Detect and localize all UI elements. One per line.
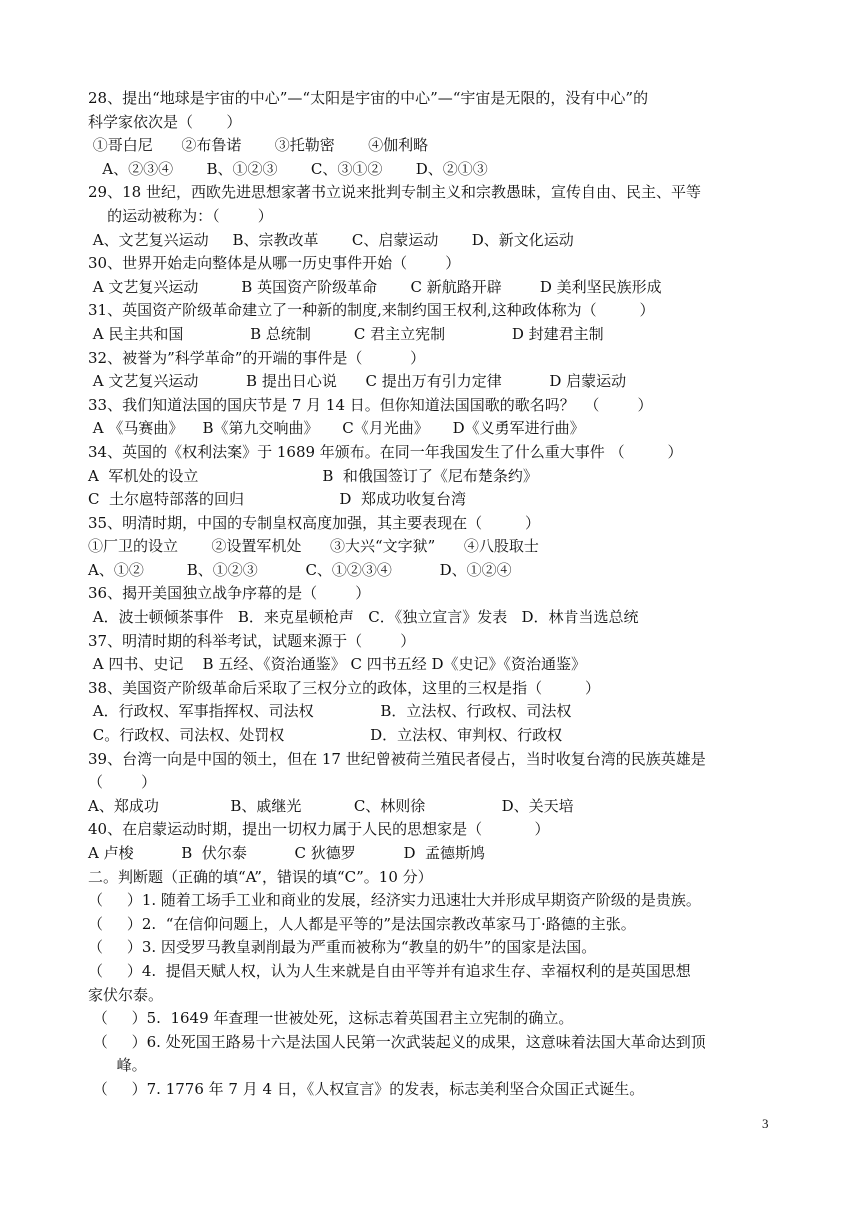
question-36-options: A．波士顿倾茶事件 B．来克星顿枪声 C．《独立宣言》发表 D．林肯当选总统	[88, 608, 639, 627]
question-29-options: A、文艺复兴运动 B、宗教改革 C、启蒙运动 D、新文化运动	[88, 230, 574, 249]
question-31: 31、英国资产阶级革命建立了一种新的制度,来制约国王权利,这种政体称为（ ）	[88, 301, 655, 320]
question-37-options: A 四书、史记 B 五经、《资治通鉴》 C 四书五经 D《史记》《资治通鉴》	[88, 655, 587, 674]
judgement-6-line-2: 峰。	[88, 1056, 147, 1075]
question-40-options: A 卢梭 B 伏尔泰 C 狄德罗 D 孟德斯鸠	[88, 844, 486, 862]
section-2-heading: 二。判断题（正确的填“A”，错误的填“C”。10 分）	[88, 867, 433, 886]
question-30-options: A 文艺复兴运动 B 英国资产阶级革命 C 新航路开辟 D 美利坚民族形成	[88, 277, 662, 296]
judgement-6-line-1: （ ）6. 处死国王路易十六是法国人民第一次武装起义的成果，这意味着法国大革命达到顶	[88, 1032, 706, 1051]
judgement-4-line-1: （ ）4. 提倡天赋人权，认为人生来就是自由平等并有追求生存、幸福权利的是英国思想	[88, 961, 691, 980]
question-35-options: A、①② B、①②③ C、①②③④ D、①②④	[88, 560, 512, 579]
question-35: 35、明清时期，中国的专制皇权高度加强，其主要表现在（ ）	[88, 513, 541, 532]
judgement-1: （ ）1. 随着工场手工业和商业的发展，经济实力迅速壮大并形成早期资产阶级的是贵族。	[88, 891, 701, 910]
question-39-line-2: （ ）	[88, 773, 157, 792]
question-37: 37、明清时期的科举考试，试题来源于（ ）	[88, 631, 416, 650]
page-number: 3	[762, 1116, 769, 1131]
question-28-line-2: 科学家依次是（ ）	[88, 112, 242, 131]
question-33-options: A 《马赛曲》 B《第九交响曲》 C《月光曲》 D《义勇军进行曲》	[88, 419, 585, 438]
question-34-options-ab: A 军机处的设立 B 和俄国签订了《尼布楚条约》	[88, 466, 538, 485]
question-30: 30、世界开始走向整体是从哪一历史事件开始（ ）	[88, 254, 461, 273]
question-38-options-cd: C。行政权、司法权、处罚权 D．立法权、审判权、行政权	[88, 726, 563, 745]
question-35-items: ①厂卫的设立 ②设置军机处 ③大兴“文字狱” ④八股取士	[88, 537, 539, 556]
judgement-3: （ ）3. 因受罗马教皇剥削最为严重而被称为“教皇的奶牛”的国家是法国。	[88, 938, 597, 957]
question-32: 32、被誉为”科学革命”的开端的事件是（ ）	[88, 348, 426, 367]
question-31-options: A 民主共和国 B 总统制 C 君主立宪制 D 封建君主制	[88, 324, 604, 343]
question-34: 34、英国的《权利法案》于 1689 年颁布。在同一年我国发生了什么重大事件 （ ）	[88, 442, 683, 461]
question-38-options-ab: A．行政权、军事指挥权、司法权 B．立法权、行政权、司法权	[88, 702, 572, 721]
question-28-options: A、②③④ B、①②③ C、③①② D、②①③	[88, 159, 488, 178]
judgement-2: （ ）2. “在信仰问题上，人人都是平等的”是法国宗教改革家马丁·路德的主张。	[88, 914, 636, 933]
judgement-5: （ ）5. 1649 年查理一世被处死，这标志着英国君主立宪制的确立。	[88, 1009, 574, 1028]
question-38: 38、美国资产阶级革命后采取了三权分立的政体，这里的三权是指（ ）	[88, 678, 601, 697]
question-34-options-cd: C 土尔扈特部落的回归 D 郑成功收复台湾	[88, 490, 466, 509]
judgement-7: （ ）7. 1776 年 7 月 4 日，《人权宣言》的发表，标志美利坚合众国正式诞生。	[88, 1079, 645, 1098]
question-39-line-1: 39、台湾一向是中国的领土，但在 17 世纪曾被荷兰殖民者侵占，当时收复台湾的民族英雄是	[88, 749, 706, 768]
question-29-line-2: 的运动被称为：（ ）	[88, 206, 273, 225]
question-28-line-1: 28、提出“地球是宇宙的中心”—“太阳是宇宙的中心”—“宇宙是无限的，没有中心”的	[88, 89, 649, 107]
question-33: 33、我们知道法国的国庆节是 7 月 14 日。但你知道法国国歌的歌名吗？ （ ）	[88, 395, 653, 414]
question-28-items: ①哥白尼 ②布鲁诺 ③托勒密 ④伽利略	[88, 136, 429, 155]
question-40: 40、在启蒙运动时期，提出一切权力属于人民的思想家是（ ）	[88, 820, 550, 839]
judgement-4-line-2: 家伏尔泰。	[88, 985, 164, 1004]
question-39-options: A、郑成功 B、戚继光 C、林则徐 D、关天培	[88, 796, 574, 815]
question-32-options: A 文艺复兴运动 B 提出日心说 C 提出万有引力定律 D 启蒙运动	[88, 372, 627, 391]
question-29-line-1: 29、18 世纪，西欧先进思想家著书立说来批判专制主义和宗教愚昧，宣传自由、民主、平等	[88, 183, 701, 202]
exam-page	[88, 87, 778, 1102]
question-36: 36、揭开美国独立战争序幕的是（ ）	[88, 584, 371, 603]
